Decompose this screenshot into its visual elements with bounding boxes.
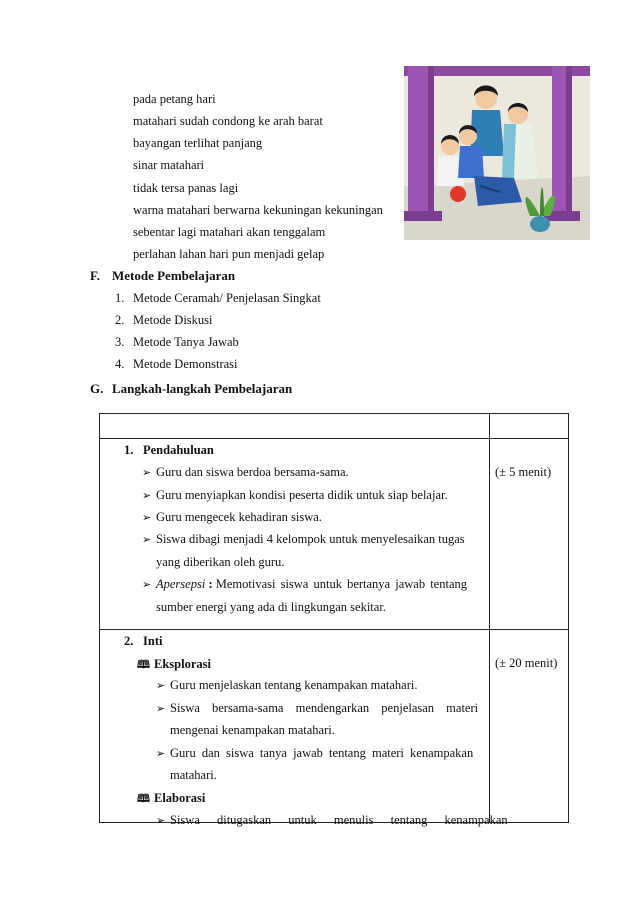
poem-line: sinar matahari (133, 158, 205, 172)
arrow-bullet-icon: ➢ (142, 489, 152, 502)
section-letter: F. (90, 268, 100, 283)
table-cell (490, 414, 569, 439)
poem-line: pada petang hari (133, 92, 216, 106)
inti-heading: 2. Inti (124, 634, 163, 648)
duration-cell (490, 630, 569, 823)
list-item: ➢ Guru dan siswa tanya jawab tentang materi kenampakan (156, 746, 474, 760)
arrow-bullet-icon: ➢ (142, 511, 152, 524)
list-item: ➢ Guru dan siswa berdoa bersama-sama. (142, 465, 349, 479)
list-item-continuation: yang diberikan oleh guru. (156, 555, 285, 569)
table-header-row (100, 414, 569, 439)
list-item: ➢ Siswa dibagi menjadi 4 kelompok untuk menyelesaikan tugas (142, 532, 465, 546)
list-item: 1. Metode Ceramah/ Penjelasan Singkat (115, 291, 321, 305)
poem-line: bayangan terlihat panjang (133, 136, 263, 150)
list-item: 3. Metode Tanya Jawab (115, 335, 239, 349)
list-item: 2. Metode Diskusi (115, 313, 213, 327)
poem-line: tidak tersa panas lagi (133, 181, 239, 195)
arrow-bullet-icon: ➢ (142, 578, 152, 591)
eksplorasi-heading: 🕮 Eksplorasi (137, 657, 211, 671)
list-item: ➢ Siswa bersama-sama mendengarkan penjelasan materi (156, 701, 479, 715)
list-item: ➢ Siswa ditugaskan untuk menulis tentang kenampakan (156, 813, 508, 827)
list-item: ➢ Guru menjelaskan tentang kenampakan matahari. (156, 678, 418, 692)
lesson-steps-table (99, 413, 569, 827)
table-cell (100, 414, 490, 439)
duration-cell (490, 439, 569, 630)
arrow-bullet-icon: ➢ (156, 702, 166, 715)
duration-text: (± 5 menit) (495, 465, 552, 479)
book-icon: 🕮 (137, 792, 150, 805)
section-title: Langkah-langkah Pembelajaran (112, 381, 293, 396)
section-f-heading (90, 268, 235, 284)
pendahuluan-heading: 1. Pendahuluan (124, 443, 214, 457)
poem-line: matahari sudah condong ke arah barat (133, 114, 323, 128)
table-row (100, 630, 569, 823)
poem-line: warna matahari berwarna kekuningan kekuningan (133, 203, 383, 217)
list-item-continuation: matahari. (170, 768, 217, 782)
list-item-continuation: mengenai kenampakan matahari. (170, 723, 335, 737)
duration-text: (± 20 menit) (495, 656, 558, 670)
arrow-bullet-icon: ➢ (142, 533, 152, 546)
elaborasi-heading: 🕮 Elaborasi (137, 791, 206, 805)
section-title: Metode Pembelajaran (112, 268, 236, 283)
inti-cell (100, 630, 508, 827)
section-g-heading (90, 381, 292, 397)
arrow-bullet-icon: ➢ (142, 466, 152, 479)
pendahuluan-cell (100, 439, 490, 630)
arrow-bullet-icon: ➢ (156, 814, 166, 827)
poem-line: sebentar lagi matahari akan tenggalam (133, 225, 326, 239)
list-item: ➢ Guru mengecek kehadiran siswa. (142, 510, 322, 524)
children-illustration (404, 66, 590, 240)
table-row (100, 439, 569, 630)
poem-line: perlahan lahan hari pun menjadi gelap (133, 247, 325, 261)
list-item: ➢ Guru menyiapkan kondisi peserta didik untuk siap belajar. (142, 488, 448, 502)
arrow-bullet-icon: ➢ (156, 679, 166, 692)
section-letter: G. (90, 381, 104, 396)
list-item-continuation: sumber energi yang ada di lingkungan sekitar. (156, 600, 386, 614)
arrow-bullet-icon: ➢ (156, 747, 166, 760)
list-item: ➢ Apersepsi : Memotivasi siswa untuk bertanya jawab tentang (142, 577, 467, 591)
book-icon: 🕮 (137, 658, 150, 671)
list-item: 4. Metode Demonstrasi (115, 357, 238, 371)
